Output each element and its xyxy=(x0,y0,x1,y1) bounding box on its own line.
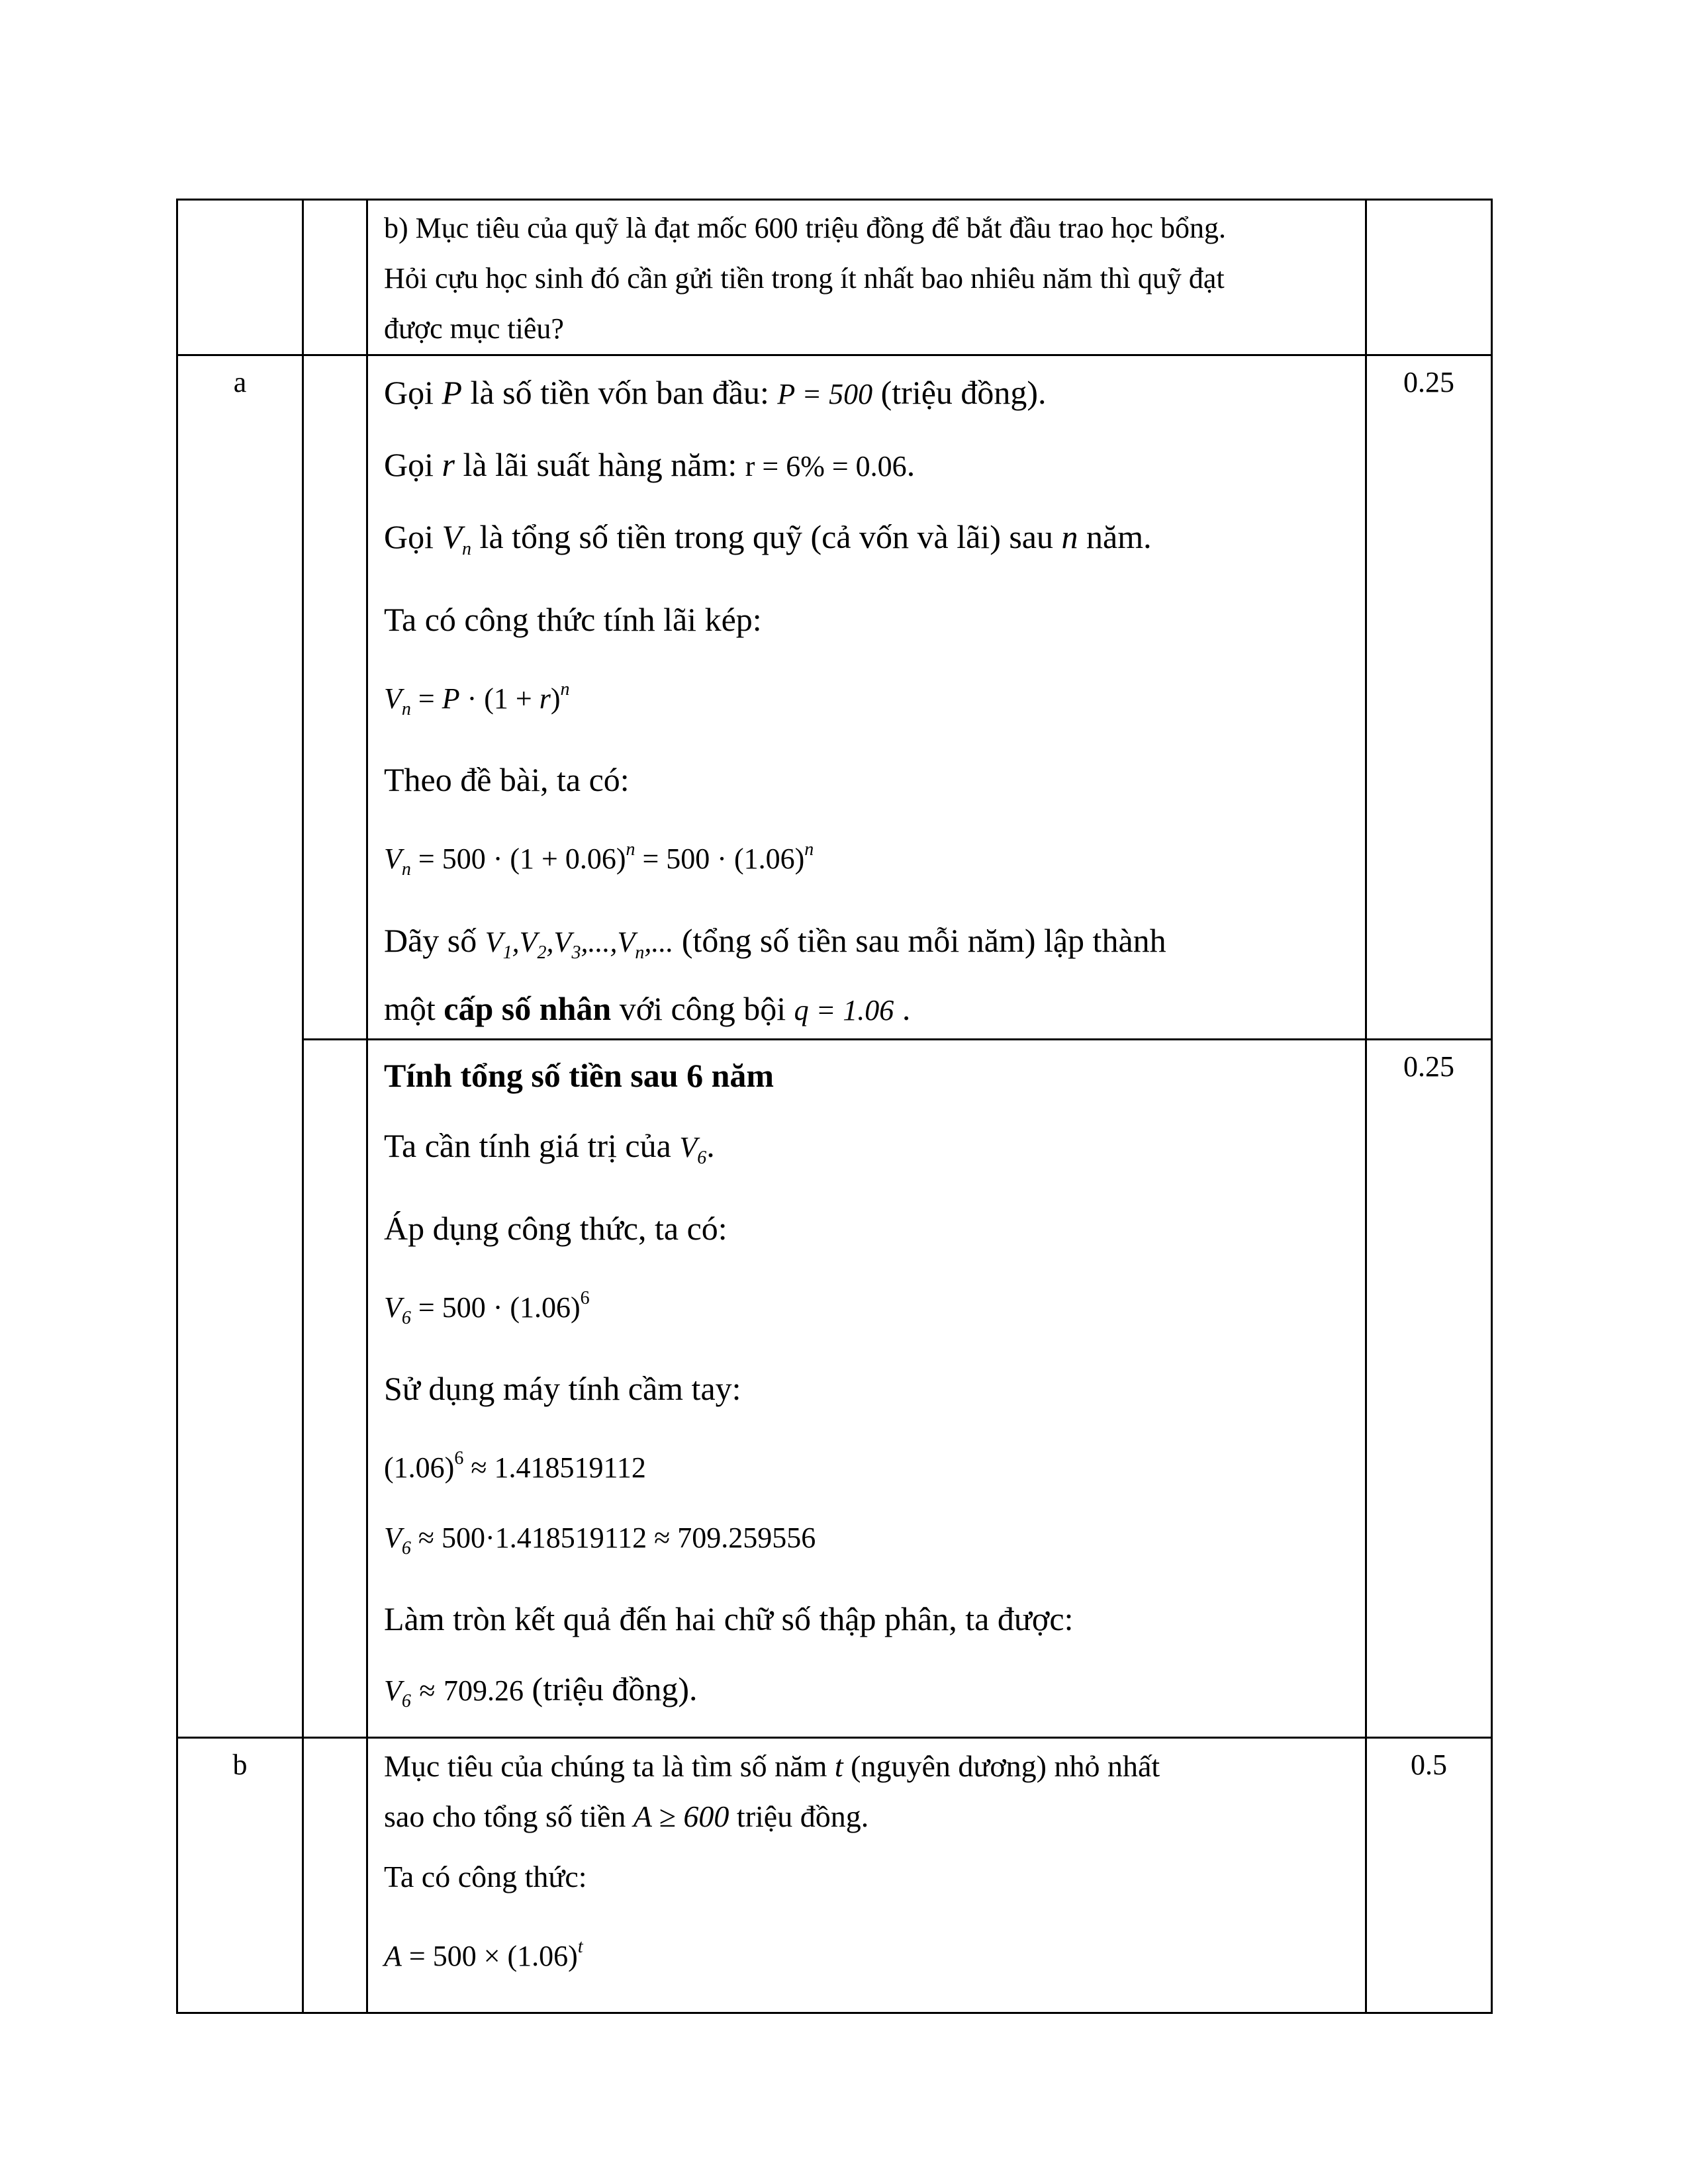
formula: $V_n = 500 \cdot (1 + 0.06)^n = 500 \cdot (1.06)^n$ xyxy=(384,839,814,880)
part-b-row xyxy=(177,1738,1492,2013)
empty-cell xyxy=(177,200,303,355)
line: Áp dụng công thức, ta có: xyxy=(384,1210,727,1247)
line: Làm tròn kết quả đến hai chữ số thập phân, ta được: xyxy=(384,1600,1074,1637)
line: Theo đề bài, ta có: xyxy=(384,761,630,798)
empty-cell xyxy=(303,200,367,355)
part-a-content xyxy=(367,355,1366,1040)
line: $V_6 \approx 709.26$ (triệu đồng). xyxy=(384,1670,698,1711)
empty-cell xyxy=(303,355,367,1040)
formula: $A = 500 \times (1.06)^t$ xyxy=(384,1936,583,1972)
line: một cấp số nhân với công bội q = 1.06 . xyxy=(384,990,911,1027)
line: sao cho tổng số tiền A ≥ 600 triệu đồng. xyxy=(384,1799,869,1833)
empty-cell xyxy=(303,1040,367,1738)
part-a-row xyxy=(177,355,1492,1040)
score-a: 0.25 xyxy=(1366,355,1492,1040)
answer-table xyxy=(176,199,1493,2014)
part-b-label: b xyxy=(177,1738,303,2013)
question-line-2: Hỏi cựu học sinh đó cần gửi tiền trong ít nhất bao nhiêu năm thì quỹ đạt xyxy=(384,262,1225,295)
line: Gọi P là số tiền vốn ban đầu: P = 500 (triệu đồng). xyxy=(384,374,1047,411)
part-a-label: a xyxy=(177,355,303,1738)
empty-cell xyxy=(303,1738,367,2013)
formula: $(1.06)^6 \approx 1.418519112$ xyxy=(384,1448,646,1484)
line: Sử dụng máy tính cầm tay: xyxy=(384,1370,741,1407)
part-b-content xyxy=(367,1738,1366,2013)
formula: $V_6 = 500 \cdot (1.06)^6$ xyxy=(384,1288,590,1328)
score-b: 0.5 xyxy=(1366,1738,1492,2013)
line: Gọi $V_n$ là tổng số tiền trong quỹ (cả vốn và lãi) sau n năm. xyxy=(384,518,1152,559)
formula: $V_n = P \cdot (1 + r)^n$ xyxy=(384,679,570,719)
line: Ta cần tính giá trị của $V_6$. xyxy=(384,1127,715,1168)
line: Gọi r là lãi suất hàng năm: r = 6% = 0.06. xyxy=(384,446,915,483)
score-a2: 0.25 xyxy=(1366,1040,1492,1738)
question-row xyxy=(177,200,1492,355)
line: Ta có công thức: xyxy=(384,1860,587,1893)
line: Mục tiêu của chúng ta là tìm số năm t (nguyên dương) nhỏ nhất xyxy=(384,1749,1160,1783)
line: Dãy số $V_1,V_2,V_3,...,V_n$,... (tổng số tiền sau mỗi năm) lập thành xyxy=(384,922,1166,963)
formula: $V_6 \approx 500\cdot 1.418519112 \approx 709.259556$ xyxy=(384,1522,816,1559)
part-a2-content xyxy=(367,1040,1366,1738)
question-line-3: được mục tiêu? xyxy=(384,312,564,345)
section-heading: Tính tổng số tiền sau 6 năm xyxy=(384,1057,774,1094)
empty-cell xyxy=(1366,200,1492,355)
question-line-1: b) Mục tiêu của quỹ là đạt mốc 600 triệu đồng để bắt đầu trao học bổng. xyxy=(384,212,1226,244)
part-a2-row xyxy=(177,1040,1492,1738)
question-cell xyxy=(367,200,1366,355)
line: Ta có công thức tính lãi kép: xyxy=(384,601,762,638)
